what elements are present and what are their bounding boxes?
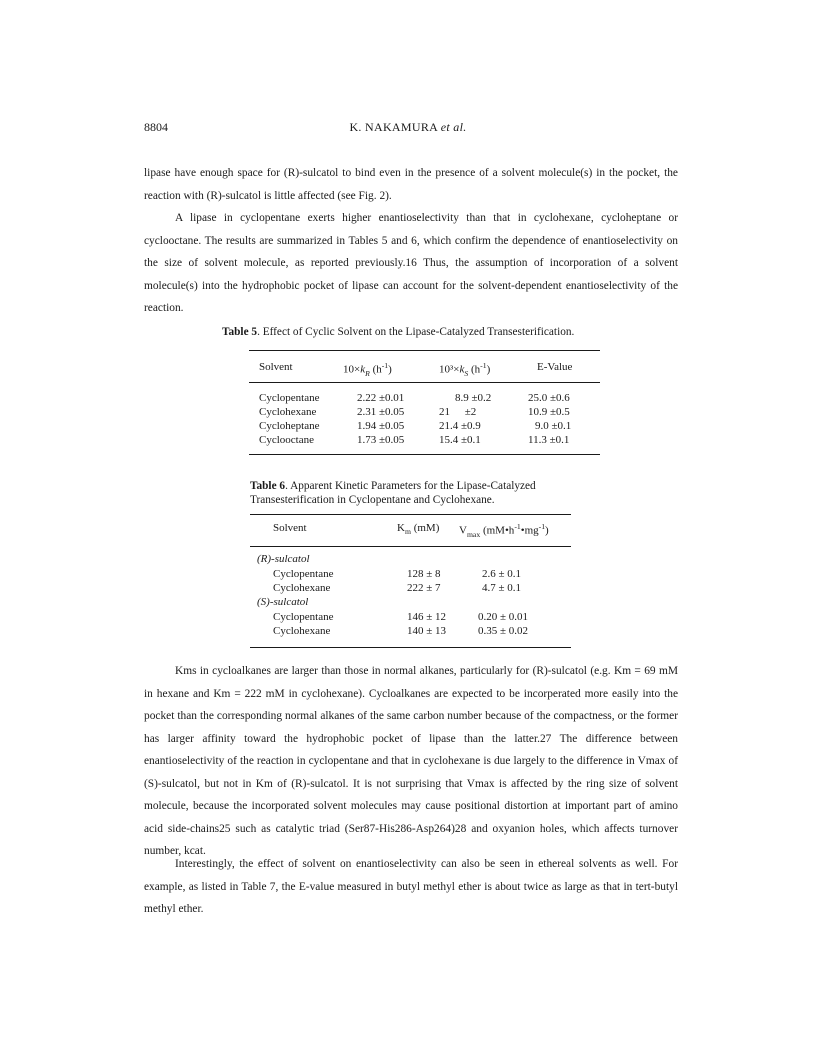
table5-header-ks: $10^3\times k_S$ $(h^{-1})$ (439, 361, 491, 378)
table5-cell-ks: 21.4 ±0.9 (439, 420, 481, 432)
table6-bottom-rule (250, 647, 571, 648)
table5-cell-ks: 8.9 ±0.2 (455, 392, 492, 404)
table5-cell-evalue: 11.3 ±0.1 (528, 434, 570, 446)
table6-cell-km: 146 ± 12 (407, 611, 447, 623)
paragraph-2: A lipase in cyclopentane exerts higher enantioselectivity than that in cyclohexane, cycloheptane or cyclooctane. The results are summarized in Tables 5 and 6, which confirm the dependence of enantioselectivity on the size of solvent molecule, as reported previously.16 Thus, the assumption of incorporation of a solvent molecule(s) into the hydrophobic pocket of lipase can account for the solvent-dependent enantioselectivity of the reaction. (144, 212, 678, 314)
table6-header-solvent: Solvent (273, 522, 307, 534)
table5-caption-text: . Effect of Cyclic Solvent on the Lipase-Catalyzed Transesterification. (257, 326, 575, 338)
table5-cell-evalue: 9.0 ±0.1 (535, 420, 572, 432)
table6-cell-vmax: 4.7 ± 0.1 (482, 582, 522, 594)
author-suffix: et al. (440, 120, 467, 134)
table5-cell-evalue: 25.0 ±0.6 (528, 392, 570, 404)
table6-cell-km: 140 ± 13 (407, 625, 447, 637)
table5-cell-kr: 2.31 ±0.05 (357, 406, 405, 418)
table5-cell-solvent: Cyclopentane (259, 392, 320, 404)
paragraph-3: Kms in cycloalkanes are larger than those in normal alkanes, particularly for (R)-sulcatol (e.g. Km = 69 mM in hexane and Km = 222 mM in cyclohexane). Cycloalkanes are expected to be incorperated more easily into the pocket than the corresponding normal alkanes of the same carbon number because of the compactness, or the former has larger affinity toward the hydrophobic pocket of lipase than the latter.27 The difference between enantioselectivity of the reaction in cyclopentane and that in cyclohexane is due largely to the difference in Vmax of (S)-sulcatol, but not in Km of (R)-sulcatol. It is not surprising that Vmax is affected by the ring size of solvent molecule, because the incorporated solvent molecules may cause positional distortion at important part of amino acid side-chains25 such as catalytic triad (Ser87-His286-Asp264)28 and oxyanion holes, which affects turnover number, kcat. (144, 665, 678, 857)
paragraph-4: Interestingly, the effect of solvent on enantioselectivity can also be seen in ethereal solvents as well. For example, as listed in Table 7, the E-value measured in butyl methyl ether is about twice as large as that in tert-butyl methyl ether. (144, 858, 678, 915)
table5-cell-evalue: 10.9 ±0.5 (528, 406, 570, 418)
table6-caption (250, 479, 536, 507)
table6-cell-vmax: 0.35 ± 0.02 (478, 625, 529, 637)
table6-cell-vmax: 2.6 ± 0.1 (482, 568, 522, 580)
table6-group-label: (R)-sulcatol (257, 553, 310, 565)
author-name: K. NAKAMURA (349, 120, 438, 134)
table5-cell-kr: 1.73 ±0.05 (357, 434, 405, 446)
table6-label: Table 6 (250, 480, 286, 492)
table5-label: Table 5 (222, 326, 258, 338)
running-head (0, 120, 816, 135)
table5-cell-solvent: Cyclohexane (259, 406, 317, 418)
page-number: 8804 (144, 120, 168, 134)
table5-cell-kr: 2.22 ±0.01 (357, 392, 405, 404)
table5-cell-solvent: Cycloheptane (259, 420, 320, 432)
table6-cell-solvent: Cyclohexane (273, 625, 331, 637)
table6-header-vmax: $V_{max}$ $(mM•h^{-1}•mg^{-1})$ (459, 522, 549, 539)
table5-cell-ks: 15.4 ±0.1 (439, 434, 481, 446)
table5-cell-kr: 1.94 ±0.05 (357, 420, 405, 432)
table6-top-rule (250, 514, 571, 515)
table5-header-kr: $10\times k_R$ $(h^{-1})$ (343, 361, 392, 378)
table6-caption-line1: . Apparent Kinetic Parameters for the Lipase-Catalyzed (285, 480, 536, 492)
table6-group-label: (S)-sulcatol (257, 596, 309, 608)
table6-caption-line2: Transesterification in Cyclopentane and Cyclohexane. (250, 494, 495, 506)
table6-header-rule (250, 546, 571, 547)
table5-bottom-rule (249, 454, 600, 455)
table6-cell-solvent: Cyclohexane (273, 582, 331, 594)
table5-header-solvent: Solvent (259, 361, 293, 373)
table6-header-km: $K_m$ (mM) (397, 522, 440, 537)
table5-caption (222, 325, 574, 339)
table5-header-evalue: E-Value (537, 361, 573, 373)
table5-cell-ks: 21 ±2 (439, 406, 477, 418)
table6-cell-solvent: Cyclopentane (273, 568, 334, 580)
table6-cell-vmax: 0.20 ± 0.01 (478, 611, 529, 623)
paragraph-1: lipase have enough space for (R)-sulcatol to bind even in the presence of a solvent molecule(s) in the pocket, the reaction with (R)-sulcatol is little affected (see Fig. 2). (144, 167, 678, 202)
table6-cell-solvent: Cyclopentane (273, 611, 334, 623)
table5-header-rule (249, 382, 600, 383)
table5-cell-solvent: Cyclooctane (259, 434, 314, 446)
table6-cell-km: 222 ± 7 (407, 582, 441, 594)
table6-cell-km: 128 ± 8 (407, 568, 441, 580)
table5-top-rule (249, 350, 600, 351)
